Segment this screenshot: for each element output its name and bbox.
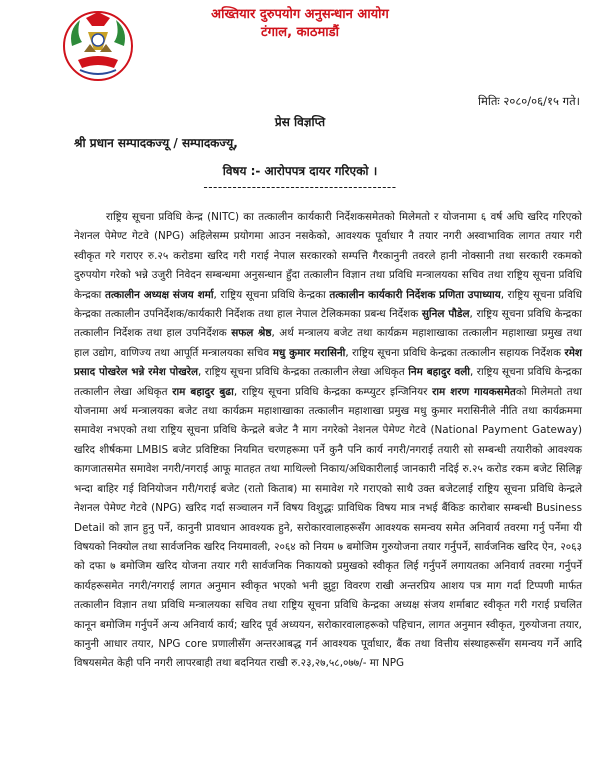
organization-name: अख्तियार दुरुपयोग अनुसन्धान आयोग xyxy=(211,7,389,22)
person-name-9: राम शरण गायकसमेत xyxy=(432,385,516,398)
date-line: मितिः २०८०/०६/१५ गते। xyxy=(478,94,580,108)
subject-line: विषय :- आरोपपत्र दायर गरिएको । xyxy=(222,164,378,178)
person-name-6: रमेश प्रसाद पोखरेल भन्ने रमेश पोखरेल xyxy=(74,346,582,379)
separator-line: ---------------------------------------- xyxy=(203,180,397,194)
body-text-9: , राष्ट्रिय सूचना प्रविधि केन्द्रका कम्प्युटर इन्जिनियर xyxy=(233,385,428,398)
person-name-7: निम बहादुर वली xyxy=(408,366,470,379)
body-text-3: , राष्ट्रिय सूचना प्रविधि केन्द्रका तत्कालीन उपनिर्देशक/कार्यकारी निर्देशक तथा हाल नेपाल टेलिकमका प्रबन्ध निर्देशक xyxy=(74,288,582,321)
body-text-5: , अर्थ मन्त्रालय बजेट तथा कार्यक्रम महाशाखाका तत्कालीन महाशाखा प्रमुख तथा हाल उद्योग, वाणिज्य तथा आपूर्ति मन्त्रालयका सचिव xyxy=(74,327,582,359)
body-text-7: , राष्ट्रिय सूचना प्रविधि केन्द्रका तत्कालीन लेखा अधिकृत xyxy=(198,366,405,379)
body-text-2: , राष्ट्रिय सूचना प्रविधि केन्द्रका xyxy=(213,288,326,301)
body-text-8: , राष्ट्रिय सूचना प्रविधि केन्द्रका तत्कालीन लेखा अधिकृत xyxy=(74,366,582,398)
body-text-1: राष्ट्रिय सूचना प्रविधि केन्द्र (NITC) का तत्कालीन कार्यकारी निर्देशकसमेतको मिलेमतो र योजनामा ६ वर्ष अघि खरिद गरिएको नेशनल पेमेण्ट गेटवे (NPG) अहिलेसम्म प्रयोगमा आउन नसकेको, आवश्यक पूर्वाधार नै तयार नगरी अस्वाभाविक लागत तयार गरी स्वीकृत गरे गराएर रु.२५ करोडमा खरिद गरी गराई नेपाल सरकारको सम्पत्ति गैरकानुनी तवरले हानी नोक्सानी तथा सरकारी रकमको दुरुपयोग गरेको भन्ने उजुरी निवेदन सम्बन्धमा अनुसन्धान हुँदा तत्कालीन विज्ञान तथा प्रविधि मन्त्रालयका सचिव तथा राष्ट्रिय सूचना प्रविधि केन्द्रका xyxy=(74,211,582,301)
organization-location: टंगाल, काठमाडौं xyxy=(261,25,339,40)
person-name-8: राम बहादुर बुढा xyxy=(172,385,234,398)
body-text-6: , राष्ट्रिय सूचना प्रविधि केन्द्रका तत्कालीन सहायक निर्देशक xyxy=(345,346,561,359)
person-name-1: तत्कालीन अध्यक्ष संजय शर्मा xyxy=(104,288,214,301)
person-name-3: सुनिल पौडेल xyxy=(421,308,470,321)
organization-header xyxy=(0,6,600,42)
person-name-4: सफल श्रेष्ठ xyxy=(231,327,272,340)
body-text-10: को मिलेमतो तथा योजनामा अर्थ मन्त्रालयका बजेट तथा कार्यक्रम महाशाखाका तत्कालीन महाशाखा प्रमुख मधु कुमार मरासिनीले नीति तथा कार्यक्रममा समावेश नभएको तथा राष्ट्रिय सूचना प्रविधि केन्द्रले बजेट नै माग नगरेको नेशनल पेमेण्ट गेटवे (National Payment Gateway) खरिद शीर्षकमा LMBIS बजेट प्रविष्टिका नियमित चरणहरूमा पर्ने कुनै पनि कार्य नगरी/नगराई तयारी सो सम्बन्धी तयारीको आवश्यक कागजातसमेत समावेश नगरी/नगराई आफू मातहत तथा माथिल्लो निकाय/अधिकारीलाई जानकारी नदिई रु.२५ करोड रकम बजेट सिलिङ्ग भन्दा बाहिर गई विनियोजन गरी/गराई बजेट (रातो किताब) मा समावेश गरे गराएको साथै उक्त बजेटलाई राष्ट्रिय सूचना प्रविधि केन्द्रले नेशनल पेमेण्ट गेटवे (NPG) खरिद गर्दा सञ्चालन गर्ने विषय विशुद्धः प्राविधिक विषय मात्र नभई बैंकिङ कारोबार सम्बन्धी Business Detail को ज्ञान हुनु पर्ने, कानुनी प्रावधान आवश्यक हुने, सरोकारवालाहरूसँग आवश्यक समन्वय समेत अनिवार्य तवरमा गर्नु पर्नेमा यी विषयको निक्योल तथा सार्वजनिक खरिद नियमावली, २०६४ को नियम ७ बमोजिम गुरुयोजना तयार गर्नुपर्ने, सार्वजनिक खरिद ऐन, २०६३ को दफा ७ बमोजिम खरिद योजना तयार गरी सार्वजनिक निकायको प्रमुखको स्वीकृत लिई गर्नुपर्ने लगायतका अनिवार्य तवरमा गर्नुपर्ने कार्यहरूसमेत नगरी/नगराई लागत अनुमान स्वीकृत भएको भनी झुट्टा विवरण राखी अन्तरप्रिय आशय पत्र माग गर्दा टिप्पणी मार्फत तत्कालीन विज्ञान तथा प्रविधि मन्त्रालयका सचिव तथा राष्ट्रिय सूचना प्रविधि केन्द्रका अध्यक्ष संजय शर्माबाट स्वीकृत गरी गराई प्रचलित कानून बमोजिम गर्नुपर्ने अन्य अनिवार्य कार्य; खरिद पूर्व अध्ययन, सरोकारवालाहरूको पहिचान, लागत अनुमान स्वीकृत, गुरुयोजना तयार, कानुनी आधार तयार, NPG core प्रणालीसँग अन्तरआबद्ध गर्न आवश्यक पूर्वाधार, बैंक तथा वित्तीय संस्थाहरूसँग समन्वय गर्ने आदि विषयसमेत केही पनि नगरी लापरबाही तथा बदनियत राखी रु.२३,२७,५८,०७७/- मा NPG xyxy=(74,385,582,670)
person-name-5: मधु कुमार मरासिनी xyxy=(272,346,346,359)
body-text-4: , राष्ट्रिय सूचना प्रविधि केन्द्रका तत्कालीन निर्देशक तथा हाल उपनिर्देशक xyxy=(74,308,582,340)
recipient-line: श्री प्रधान सम्पादकज्यू / सम्पादकज्यू, xyxy=(74,136,238,150)
press-release-body xyxy=(74,208,582,674)
press-title: प्रेस विज्ञप्ति xyxy=(274,115,326,129)
person-name-2: तत्कालीन कार्यकारी निर्देशक प्रणिता उपाध्याय xyxy=(329,288,501,301)
